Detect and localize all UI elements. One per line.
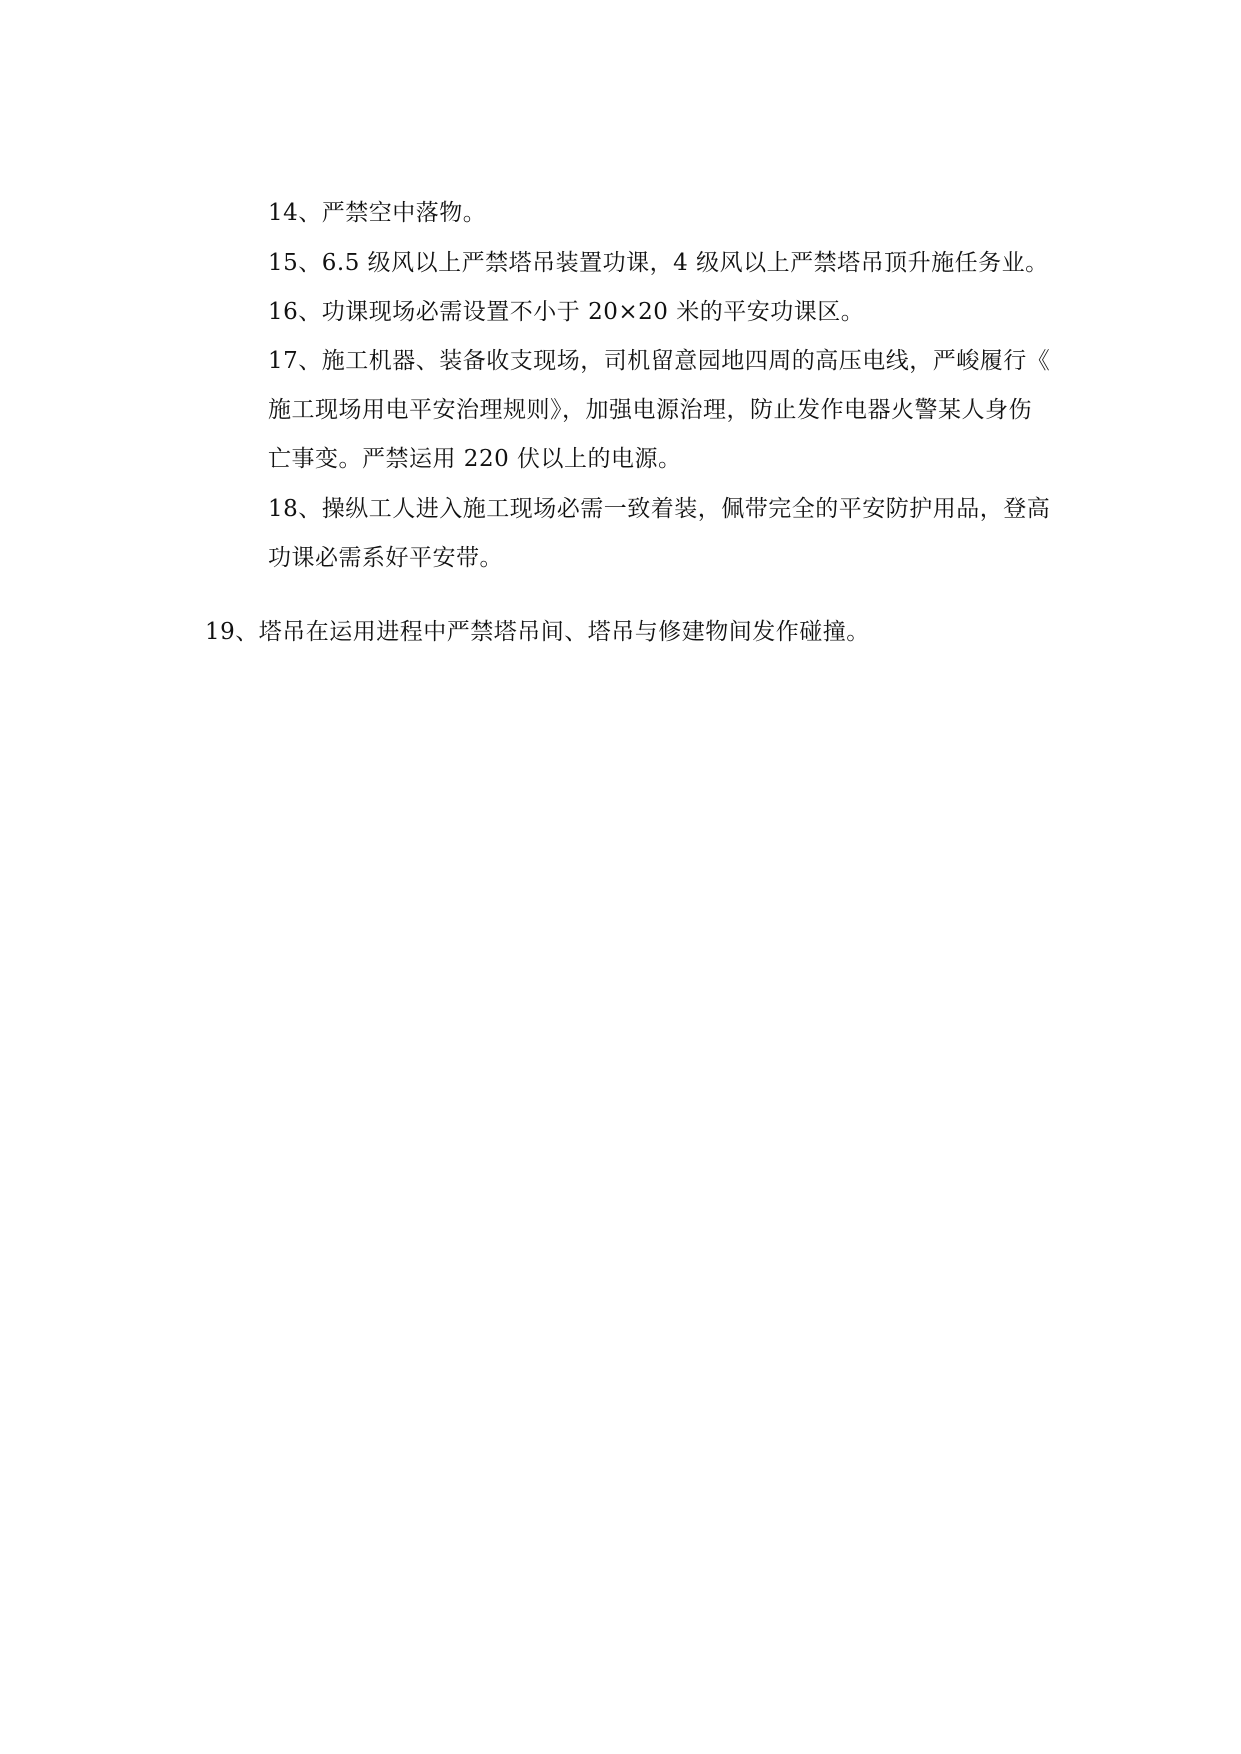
rule-17-line-2: 施工现场用电平安治理规则》，加强电源治理，防止发作电器火警某人身伤 [268, 397, 1032, 423]
rule-17-line-1: 17、施工机器、装备收支现场，司机留意园地四周的高压电线，严峻履行《 [268, 348, 1051, 374]
rule-19: 19、塔吊在运用进程中严禁塔吊间、塔吊与修建物间发作碰撞。 [205, 619, 870, 645]
rule-15: 15、6.5 级风以上严禁塔吊装置功课，4 级风以上严禁塔吊顶升施任务业。 [268, 250, 1049, 276]
rule-14: 14、严禁空中落物。 [268, 200, 487, 226]
rule-18-line-2: 功课必需系好平安带。 [268, 545, 503, 571]
rule-16: 16、功课现场必需设置不小于 20×20 米的平安功课区。 [268, 299, 865, 325]
rule-17-line-3: 亡事变。严禁运用 220 伏以上的电源。 [268, 446, 682, 472]
rule-18-line-1: 18、操纵工人进入施工现场必需一致着装，佩带完全的平安防护用品，登高 [268, 496, 1051, 522]
